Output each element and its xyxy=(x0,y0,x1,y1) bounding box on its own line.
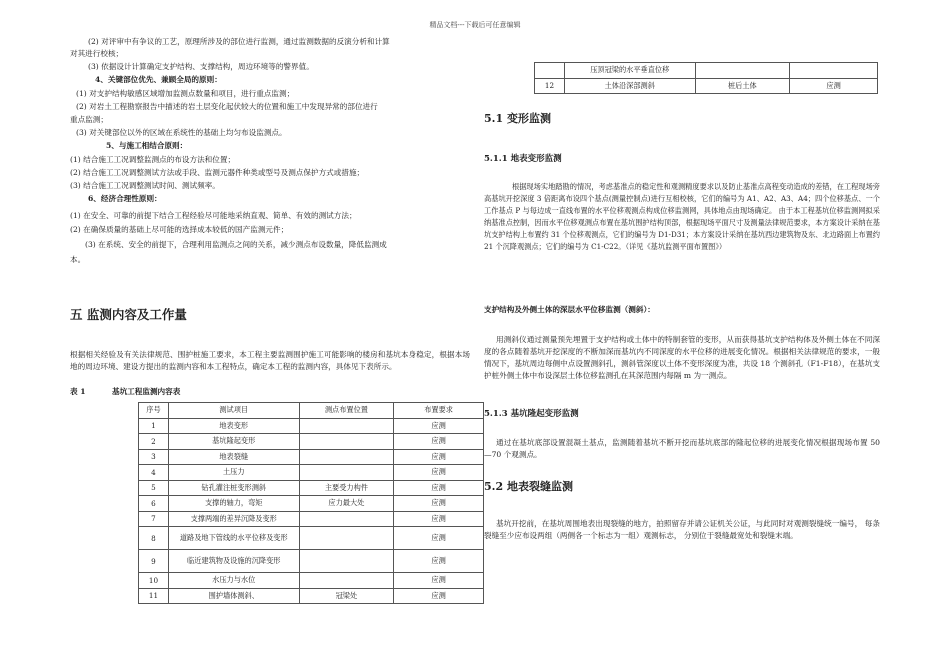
table-cell xyxy=(299,418,394,434)
page-header: 精品文档---下载后可任意编辑 xyxy=(429,21,521,29)
table-cell: 6 xyxy=(139,496,169,512)
table-header-cell: 序号 xyxy=(139,403,169,419)
table-cell: 支撑的轴力，弯矩 xyxy=(168,496,299,512)
table-row xyxy=(139,573,484,589)
left-line: 本。 xyxy=(70,255,86,264)
table-cell: 11 xyxy=(139,588,169,604)
table-row xyxy=(139,434,484,450)
table-cell: 基坑隆起变形 xyxy=(168,434,299,450)
left-line: (1) 对支护结构敏感区域增加监测点数量和项目，进行重点监测； xyxy=(76,89,295,98)
table-cell: 应测 xyxy=(394,588,484,604)
table-cell: 应测 xyxy=(394,465,484,481)
table-cell xyxy=(299,573,394,589)
table-caption: 基坑工程监测内容表 xyxy=(112,387,181,396)
table-cell: 土体沿深部测斜 xyxy=(564,78,695,94)
section-5-1-3-text: 通过在基坑底部设置混凝土基点，监测随着基坑不断开挖而基坑底部的隆起位移的进展变化情况根据现场布置 50—70 个观测点。 xyxy=(484,438,880,459)
left-line: (3) 依据设计计算确定支护结构、支撑结构，周边环境等的警界值。 xyxy=(88,62,314,71)
table-cell xyxy=(299,449,394,465)
table-cell: 桩后土体 xyxy=(695,78,790,94)
principle-heading: 6、经济合理性原则： xyxy=(88,194,162,203)
table-header-cell: 测试项目 xyxy=(168,403,299,419)
table-cell: 应测 xyxy=(394,511,484,527)
table-row xyxy=(535,63,878,79)
table-cell: 5 xyxy=(139,480,169,496)
table-cell: 支撑两端的差异沉降及变形 xyxy=(168,511,299,527)
table-cell: 地表变形 xyxy=(168,418,299,434)
table-cell: 主要受力构件 xyxy=(299,480,394,496)
table-cell xyxy=(299,527,394,550)
table-cell: 应测 xyxy=(394,480,484,496)
table-row xyxy=(139,527,484,550)
table-cell: 压顶冠梁的水平垂直位移 xyxy=(564,63,695,79)
deep-displacement-text: 用测斜仪通过测量预先埋置于支护结构或土体中的特制套管的变形，从而获得基坑支护结构体及外侧土体在不同深度的各点随着基坑开挖深度的不断加深而基坑内不同深度的水平位移的进展变化情况。根据相关法律规范的要求，一般情况下，基坑周边每侧中点设置测斜孔，测斜管深度以土体不变形深度为准，共设 18 个测斜孔（F1-F18），在基坑支护桩外侧土体中布设深层土体位移监测孔在其深范围内每隔 m 为一测点。 xyxy=(484,335,880,380)
table-cell: 2 xyxy=(139,434,169,450)
table-cell: 12 xyxy=(535,78,565,94)
table-cell: 地表裂缝 xyxy=(168,449,299,465)
table-cell xyxy=(299,550,394,573)
table-cell: 水压力与水位 xyxy=(168,573,299,589)
table-cell xyxy=(790,63,878,79)
table-cell: 围护墙体测斜、 xyxy=(168,588,299,604)
intro-paragraph: 根据相关经验及有关法律规范、围护桩施工要求，本工程主要监测围护施工可能影响的楼房和基坑本身稳定，根据本场地的周边环境、建设方提出的监测内容和本工程特点，确定本工程的监测内容，具体见下表所示。 xyxy=(70,350,470,371)
table-caption-number: 表 1 xyxy=(70,387,86,396)
table-cell: 临近建筑物及设施的沉降变形 xyxy=(168,550,299,573)
table-cell: 道路及地下管线的水平位移及变形 xyxy=(168,527,299,550)
left-line: (2) 对评审中有争议的工艺，原理所涉及的部位进行监测，通过监测数据的反演分析和计算 xyxy=(88,37,390,46)
section-title: 五 监测内容及工作量 xyxy=(70,307,187,322)
table-header-row xyxy=(139,403,484,419)
table-cell xyxy=(299,465,394,481)
table-cell: 应测 xyxy=(394,418,484,434)
table-cell: 应测 xyxy=(394,527,484,550)
table-row xyxy=(139,480,484,496)
table-cell: 8 xyxy=(139,527,169,550)
table-row xyxy=(139,449,484,465)
table-header-cell: 布置要求 xyxy=(394,403,484,419)
section-5-1-title: 5.1 变形监测 xyxy=(484,112,551,125)
table-cell: 应力最大处 xyxy=(299,496,394,512)
principle-heading: 5、与施工相结合原则： xyxy=(106,141,188,150)
monitoring-table xyxy=(138,402,484,604)
table-cell: 土压力 xyxy=(168,465,299,481)
section-5-1-1-text: 根据现场实地踏勘的情况，考虑基准点的稳定性和观测精度要求以及防止基准点高程变动造成的差错，在工程现场旁高基坑开挖深度 3 倍距离布设四个基点(测量控制点)进行互相校核，它们的编号为 A1、A2、A3、A4；四个位移基点、一个工作基点 P 与每边成一直线布置的水平位移观测点构成位移监测网，具体地点由现场确定。 由于本工程基坑位移监测网拟采纳基准点控制，因而水平位移观测点布置在基坑围护结构顶部，根据现场平面尺寸及测量法律规范要求，本方案设计采纳在基坑支护结构上布置约 31 个位移观测点，它们的编号为 D1-D31；本方案设计采纳在基坑西边建筑物及东、北边路面上布置约 21 个沉降观测点；它们的编号为 C1-C22。（详见《基坑监测平面布置图》） xyxy=(484,182,880,251)
table-cell: 应测 xyxy=(394,449,484,465)
table-cell: 3 xyxy=(139,449,169,465)
table-cell: 应测 xyxy=(394,573,484,589)
principle-heading: 4、关键部位优先、兼顾全局的原则： xyxy=(95,75,222,84)
table-row xyxy=(139,496,484,512)
left-line: (1) 在安全、可靠的前提下结合工程经验尽可能地采纳直观、简单、有效的测试方法； xyxy=(70,211,357,220)
table-cell: 钻孔灌注桩变形测斜 xyxy=(168,480,299,496)
table-row xyxy=(139,511,484,527)
monitoring-table-continued xyxy=(534,62,878,94)
section-5-2-text: 基坑开挖前，在基坑周围地表出现裂缝的地方，拍照留存并请公证机关公证，与此同时对观测裂缝统一编号， 每条裂缝至少应布设两组（两侧各一个标志为一组）观测标志， 分别位于裂缝最宽处和裂缝末端。 xyxy=(484,519,880,540)
table-cell: 应测 xyxy=(394,496,484,512)
table-cell xyxy=(535,63,565,79)
table-cell: 7 xyxy=(139,511,169,527)
table-cell: 应测 xyxy=(394,550,484,573)
table-row xyxy=(139,588,484,604)
left-line: 对其进行校核； xyxy=(70,49,124,58)
table-cell: 1 xyxy=(139,418,169,434)
table-header-cell: 测点布置位置 xyxy=(299,403,394,419)
table-cell: 冠梁处 xyxy=(299,588,394,604)
section-5-1-1-title: 5.1.1 地表变形监测 xyxy=(484,154,562,164)
table-cell: 应测 xyxy=(394,434,484,450)
table-cell xyxy=(299,434,394,450)
table-row xyxy=(139,418,484,434)
table-cell: 10 xyxy=(139,573,169,589)
left-line: (2) 对岩土工程勘察报告中描述的岩土层变化起伏较大的位置和施工中发现异常的部位进行 xyxy=(76,102,378,111)
table-cell xyxy=(695,63,790,79)
table-row xyxy=(139,550,484,573)
table-cell: 9 xyxy=(139,550,169,573)
table-cell xyxy=(299,511,394,527)
left-line: (2) 在确保质量的基础上尽可能的选择成本较低的国产监测元件； xyxy=(70,225,289,234)
section-5-2-title: 5.2 地表裂缝监测 xyxy=(484,480,573,493)
deep-displacement-title: 支护结构及外侧土体的深层水平位移监测（测斜）： xyxy=(484,305,655,314)
table-cell: 4 xyxy=(139,465,169,481)
left-line: (3) 结合施工工况调整测试时间、测试频率。 xyxy=(70,181,220,190)
left-line: (3) 在系统、安全的前提下，合理利用监测点之间的关系，减少测点布设数量，降低监测成 xyxy=(85,240,387,249)
table-cell: 应测 xyxy=(790,78,878,94)
table-row xyxy=(535,78,878,94)
table-row xyxy=(139,465,484,481)
left-line: (3) 对关键部位以外的区域在系统性的基础上均匀布设监测点。 xyxy=(76,128,287,137)
left-line: (1) 结合施工工况调整监测点的布设方法和位置； xyxy=(70,155,236,164)
left-line: (2) 结合施工工况调整测试方法或手段、监测元器件种类或型号及测点保护方式或措施； xyxy=(70,168,365,177)
left-line: 重点监测； xyxy=(70,115,108,124)
section-5-1-3-title: 5.1.3 基坑隆起变形监测 xyxy=(484,409,579,419)
